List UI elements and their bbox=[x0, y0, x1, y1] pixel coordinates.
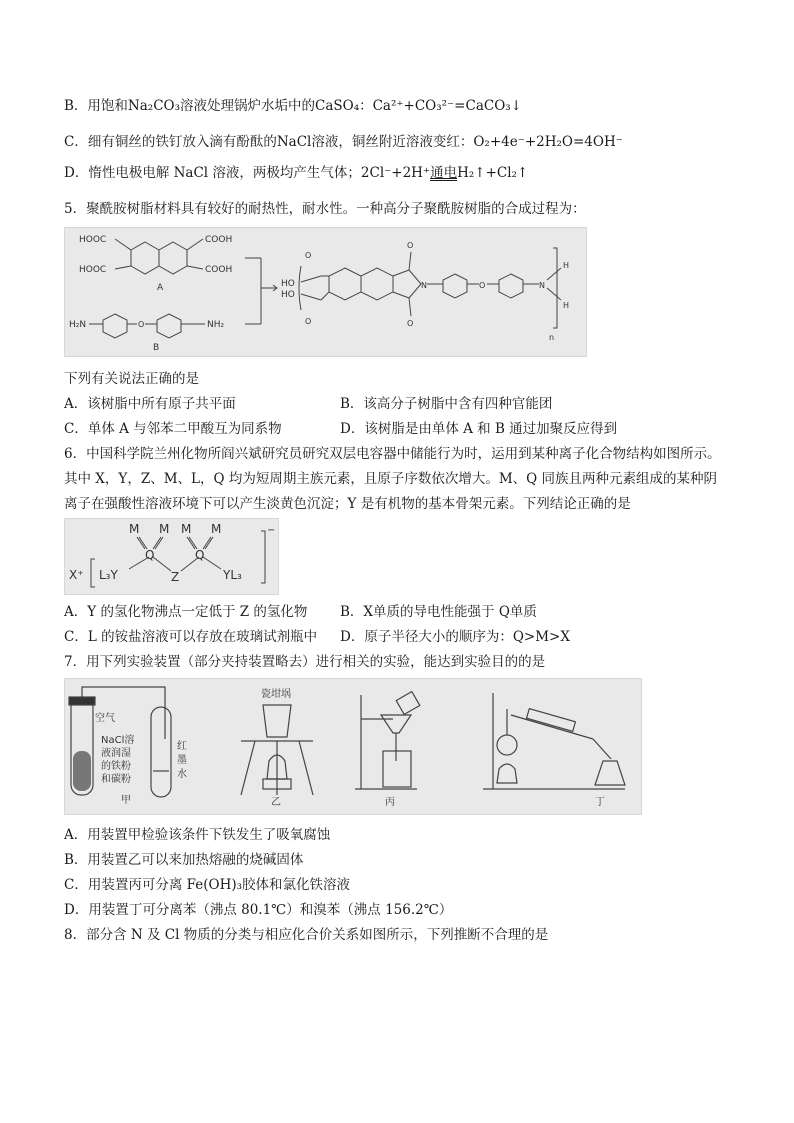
monomer-b-label: B bbox=[153, 343, 160, 353]
q6-option-a: A．Y 的氢化物沸点一定低于 Z 的氢化物 bbox=[64, 604, 308, 620]
q5-option-a: A．该树脂中所有原子共平面 bbox=[64, 396, 236, 412]
q5-option-b: B．该高分子树脂中含有四种官能团 bbox=[340, 396, 553, 412]
polyamide-synthesis-svg bbox=[65, 228, 586, 356]
polymer-ho-1: HO bbox=[281, 279, 295, 289]
electrolysis-condition: 通电 bbox=[430, 165, 458, 181]
label-crucible: 瓷坩埚 bbox=[261, 689, 291, 700]
monomer-a-cooh-3: HOOC bbox=[79, 265, 107, 275]
q6-option-c: C．L 的铵盐溶液可以存放在玻璃试剂瓶中 bbox=[64, 629, 318, 645]
q4-option-b: B．用饱和Na₂CO₃溶液处理锅炉水垢中的CaSO₄：Ca²⁺+CO₃²⁻=CaCO₃↓ bbox=[64, 98, 522, 114]
polymer-carbonyl-o-4: O bbox=[407, 319, 414, 328]
apparatus-ding bbox=[483, 693, 625, 789]
atom-q-1: Q bbox=[145, 548, 155, 562]
atom-q-2: Q bbox=[195, 548, 205, 562]
q7-option-b: B．用装置乙可以来加热熔融的烧碱固体 bbox=[64, 852, 304, 868]
label-ink-2: 墨 bbox=[177, 755, 187, 766]
q5-option-d: D．该树脂是由单体 A 和 B 通过加聚反应得到 bbox=[340, 421, 618, 437]
q5-stem: 5．聚酰胺树脂材料具有较好的耐热性，耐水性。一种高分子聚酰胺树脂的合成过程为： bbox=[64, 201, 586, 217]
cation-x: X⁺ bbox=[69, 568, 84, 582]
label-ink-3: 水 bbox=[177, 769, 187, 780]
q4-option-d-prefix: D．惰性电极电解 NaCl 溶液，两极均产生气体；2Cl⁻+2H⁺ bbox=[64, 165, 431, 181]
label-air: 空气 bbox=[95, 713, 115, 724]
monomer-b-h2n: H₂N bbox=[69, 320, 87, 330]
q5-option-c: C．单体 A 与邻苯二甲酸互为同系物 bbox=[64, 421, 282, 437]
label-ink-1: 红 bbox=[177, 741, 187, 752]
label-yi: 乙 bbox=[271, 797, 281, 808]
atom-m-4: M bbox=[211, 522, 222, 536]
monomer-a-cooh-2: COOH bbox=[205, 235, 233, 245]
atom-m-3: M bbox=[181, 522, 192, 536]
q5-prompt: 下列有关说法正确的是 bbox=[64, 371, 199, 387]
monomer-a-cooh-1: HOOC bbox=[79, 235, 107, 245]
monomer-a-rings bbox=[115, 239, 203, 274]
q6-options-row-2 bbox=[64, 628, 570, 646]
lab-apparatus-figure bbox=[64, 678, 642, 815]
label-ding: 丁 bbox=[595, 797, 605, 808]
monomer-b-oxygen: O bbox=[138, 320, 145, 329]
polyamide-synthesis-figure bbox=[64, 227, 587, 357]
apparatus-bing bbox=[355, 692, 420, 789]
q6-option-b: B．X单质的导电性能强于 Q单质 bbox=[340, 604, 537, 620]
polymer-ether-o: O bbox=[479, 281, 486, 290]
q6-options-row-1 bbox=[64, 603, 537, 621]
anion-charge: − bbox=[267, 525, 276, 536]
label-nacl-4: 和碳粉 bbox=[101, 774, 131, 785]
reaction-arrow bbox=[245, 258, 277, 324]
q7-stem: 7．用下列实验装置（部分夹持装置略去）进行相关的实验，能达到实验目的的是 bbox=[64, 654, 546, 670]
monomer-a-cooh-4: COOH bbox=[205, 265, 233, 275]
polymer-n-subscript: n bbox=[549, 333, 555, 342]
monomer-b-rings bbox=[89, 314, 205, 338]
q4-option-d bbox=[64, 164, 528, 182]
label-nacl-2: 液润湿 bbox=[101, 748, 131, 759]
q6-stem-line-1: 6．中国科学院兰州化物所阎兴斌研究员研究双层电容器中储能行为时，运用到某种离子化合物结构如图所示。 bbox=[64, 446, 721, 462]
q5-options-row-2 bbox=[64, 420, 618, 438]
group-l3y: L₃Y bbox=[99, 568, 118, 582]
label-bing: 丙 bbox=[385, 797, 395, 808]
ionic-compound-figure bbox=[64, 518, 279, 595]
polymer-imide-n: N bbox=[421, 281, 427, 290]
polymer-carbonyl-o-3: O bbox=[407, 241, 414, 250]
monomer-b-nh2: NH₂ bbox=[207, 320, 225, 330]
q8-stem: 8．部分含 N 及 Cl 物质的分类与相应化合价关系如图所示，下列推断不合理的是 bbox=[64, 927, 549, 943]
q6-stem-line-3: 离子在强酸性溶液环境下可以产生淡黄色沉淀；Y 是有机物的基本骨架元素。下列结论正确的是 bbox=[64, 496, 631, 512]
apparatus-yi bbox=[241, 705, 313, 795]
lab-apparatus-svg bbox=[65, 679, 641, 814]
ionic-compound-svg bbox=[65, 519, 278, 594]
q7-option-a: A．用装置甲检验该条件下铁发生了吸氧腐蚀 bbox=[64, 827, 331, 843]
polymer-ho-2: HO bbox=[281, 290, 295, 300]
q7-option-c: C．用装置丙可分离 Fe(OH)₃胶体和氯化铁溶液 bbox=[64, 877, 351, 893]
polymer-end-h-1: H bbox=[563, 261, 570, 270]
polymer-end-h-2: H bbox=[563, 301, 570, 310]
q6-option-d: D．原子半径大小的顺序为：Q>M>X bbox=[340, 629, 570, 645]
polymer-structure bbox=[299, 248, 561, 328]
q7-option-d: D．用装置丁可分离苯（沸点 80.1℃）和溴苯（沸点 156.2℃） bbox=[64, 902, 453, 918]
polymer-carbonyl-o-2: O bbox=[305, 317, 312, 326]
atom-m-1: M bbox=[129, 522, 140, 536]
label-jia: 甲 bbox=[121, 795, 131, 806]
atom-m-2: M bbox=[159, 522, 170, 536]
label-nacl-1: NaCl溶 bbox=[101, 735, 135, 746]
q4-option-c: C．细有铜丝的铁钉放入滴有酚酞的NaCl溶液，铜丝附近溶液变红：O₂+4e⁻+2H₂O=4OH⁻ bbox=[64, 134, 623, 150]
polymer-carbonyl-o-1: O bbox=[305, 251, 312, 260]
q6-stem-line-2: 其中 X，Y，Z、M、L，Q 均为短周期主族元素，且原子序数依次增大。M、Q 同族且两种元素组成的某种阴 bbox=[64, 471, 718, 487]
label-nacl-3: 的铁粉 bbox=[101, 761, 131, 772]
atom-z: Z bbox=[171, 570, 180, 584]
iron-carbon-powder bbox=[73, 751, 91, 791]
monomer-a-label: A bbox=[157, 283, 164, 293]
group-yl3: YL₃ bbox=[223, 568, 242, 582]
q5-options-row-1 bbox=[64, 395, 553, 413]
q4-option-d-suffix: H₂↑+Cl₂↑ bbox=[457, 165, 529, 181]
polymer-amide-n: N bbox=[539, 281, 545, 290]
